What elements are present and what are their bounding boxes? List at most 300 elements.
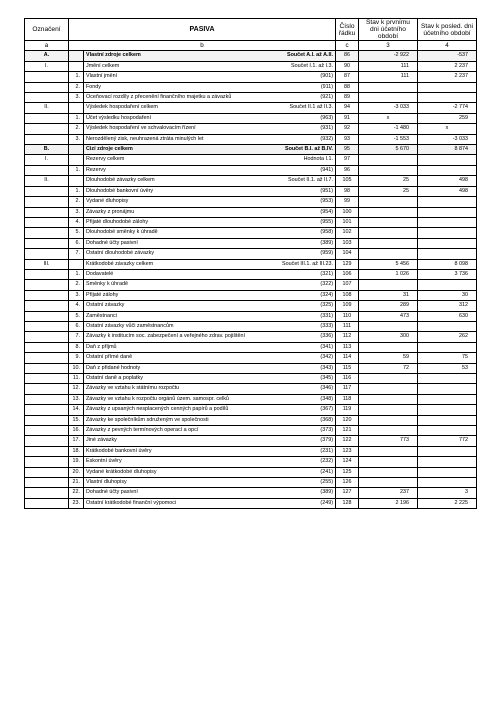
table-row: [25, 186, 477, 196]
row-label-cell: [84, 113, 336, 123]
row-label-cell: [84, 321, 336, 331]
row-label-cell: [84, 259, 336, 269]
row-number: 129: [336, 259, 359, 269]
value-last-day: 262: [418, 332, 477, 342]
row-mark: [25, 72, 69, 82]
value-first-day: 59: [359, 353, 418, 363]
row-label-cell: [84, 124, 336, 134]
value-last-day: [418, 446, 477, 456]
row-label: Vydané dluhopisy: [86, 198, 129, 205]
table-row: [25, 238, 477, 248]
row-account-code: (931): [320, 125, 333, 132]
value-last-day: [418, 197, 477, 207]
table-row: [25, 321, 477, 331]
value-last-day: -2 774: [418, 103, 477, 113]
value-first-day: [359, 155, 418, 165]
row-label: Závazky k institucím soc. zabezpečení a veřejného zdrav. pojištění: [86, 333, 245, 340]
row-label-cell: [84, 134, 336, 144]
value-last-day: 498: [418, 176, 477, 186]
row-account-code: Součet I.1. až I.3.: [291, 62, 333, 69]
row-mark: [25, 186, 69, 196]
row-mark: [25, 488, 69, 498]
row-label: Vlastní zdroje celkem: [86, 52, 141, 59]
row-sub-mark: 1.: [69, 165, 84, 175]
row-mark: [25, 394, 69, 404]
value-last-day: -537: [418, 51, 477, 61]
value-first-day: [359, 342, 418, 352]
table-row: [25, 207, 477, 217]
value-last-day: [418, 457, 477, 467]
table-row: [25, 113, 477, 123]
value-first-day: -1 553: [359, 134, 418, 144]
row-sub-mark: 3.: [69, 207, 84, 217]
row-label: Přijaté zálohy: [86, 291, 119, 298]
value-first-day: [359, 207, 418, 217]
row-label: Oceňovací rozdíly z přecenění finančního majetku a závazků: [86, 94, 232, 101]
value-last-day: [418, 155, 477, 165]
row-label: Výsledek hospodaření celkem: [86, 104, 158, 111]
row-number: 108: [336, 290, 359, 300]
table-row: [25, 165, 477, 175]
row-mark: [25, 93, 69, 103]
subheader-b: b: [69, 41, 336, 51]
value-last-day: [418, 321, 477, 331]
row-account-code: (333): [320, 322, 333, 329]
row-mark: [25, 124, 69, 134]
row-label-cell: [84, 269, 336, 279]
row-mark: [25, 436, 69, 446]
row-sub-mark: 3.: [69, 134, 84, 144]
row-label-cell: [84, 405, 336, 415]
row-account-code: (901): [320, 73, 333, 80]
row-label: Ostatní přímé daně: [86, 354, 133, 361]
row-label: Dodavatelé: [86, 270, 114, 277]
row-sub-mark: [69, 155, 84, 165]
value-last-day: 772: [418, 436, 477, 446]
value-last-day: 8 874: [418, 145, 477, 155]
row-label: Krátkodobé závazky celkem: [86, 260, 154, 267]
row-account-code: (346): [320, 385, 333, 392]
row-mark: [25, 446, 69, 456]
row-sub-mark: 6.: [69, 238, 84, 248]
row-label: Nerozdělený zisk, neuhrazená ztráta minulých let: [86, 135, 204, 142]
row-label-cell: [84, 457, 336, 467]
value-first-day: 25: [359, 186, 418, 196]
table-row: [25, 436, 477, 446]
row-number: 86: [336, 51, 359, 61]
row-number: 98: [336, 186, 359, 196]
value-first-day: 773: [359, 436, 418, 446]
row-number: 123: [336, 446, 359, 456]
table-row: [25, 426, 477, 436]
pasiva-table: [24, 18, 477, 509]
value-first-day: 473: [359, 311, 418, 321]
table-row: [25, 478, 477, 488]
row-label-cell: [84, 280, 336, 290]
row-mark: B.: [25, 145, 69, 155]
row-mark: II.: [25, 176, 69, 186]
row-mark: II.: [25, 103, 69, 113]
row-label-cell: [84, 249, 336, 259]
table-row: [25, 61, 477, 71]
row-sub-mark: 19.: [69, 457, 84, 467]
row-mark: [25, 311, 69, 321]
value-last-day: [418, 374, 477, 384]
row-label: Rezervy: [86, 166, 106, 173]
value-last-day: 2 225: [418, 498, 477, 508]
row-label: Ostatní krátkodobé finanční výpomoci: [86, 499, 177, 506]
row-label: Ostatní závazky vůči zaměstnancům: [86, 322, 174, 329]
row-label-cell: [84, 228, 336, 238]
row-label: Rezervy celkem: [86, 156, 125, 163]
table-row: [25, 217, 477, 227]
row-number: 107: [336, 280, 359, 290]
row-account-code: (941): [320, 166, 333, 173]
row-number: 87: [336, 72, 359, 82]
value-last-day: [418, 228, 477, 238]
row-label-cell: [84, 488, 336, 498]
value-first-day: 72: [359, 363, 418, 373]
row-label-cell: [84, 332, 336, 342]
header-row-number: Číslo řádku: [336, 19, 359, 41]
row-account-code: (325): [320, 302, 333, 309]
row-label: Závazky ke společníkům sdruženým ve společnosti: [86, 416, 209, 423]
value-first-day: 1 026: [359, 269, 418, 279]
table-row: [25, 467, 477, 477]
row-sub-mark: [69, 176, 84, 186]
value-first-day: 111: [359, 72, 418, 82]
row-number: 125: [336, 467, 359, 477]
value-last-day: [418, 280, 477, 290]
table-row: [25, 103, 477, 113]
row-sub-mark: 7.: [69, 249, 84, 259]
row-label-cell: [84, 363, 336, 373]
value-first-day: [359, 165, 418, 175]
row-label-cell: [84, 93, 336, 103]
row-number: 109: [336, 301, 359, 311]
row-label: Závazky z pronájmu: [86, 208, 135, 215]
value-first-day: [359, 394, 418, 404]
row-number: 114: [336, 353, 359, 363]
value-last-day: -3 033: [418, 134, 477, 144]
row-sub-mark: 8.: [69, 342, 84, 352]
row-account-code: (345): [320, 375, 333, 381]
row-number: 120: [336, 415, 359, 425]
row-mark: [25, 374, 69, 384]
value-first-day: [359, 374, 418, 384]
row-label: Zaměstnanci: [86, 312, 117, 319]
subheader-d: 3: [359, 41, 418, 51]
value-last-day: 498: [418, 186, 477, 196]
row-account-code: (348): [320, 395, 333, 402]
value-first-day: [359, 426, 418, 436]
value-last-day: 75: [418, 353, 477, 363]
subheader-c: c: [336, 41, 359, 51]
row-label: Krátkodobé bankovní úvěry: [86, 447, 152, 454]
value-last-day: 312: [418, 301, 477, 311]
value-first-day: [359, 249, 418, 259]
table-row: [25, 134, 477, 144]
row-label-cell: [84, 103, 336, 113]
row-label-cell: [84, 155, 336, 165]
row-mark: [25, 207, 69, 217]
row-label: Fondy: [86, 83, 101, 90]
row-label-cell: [84, 311, 336, 321]
row-number: 93: [336, 134, 359, 144]
value-first-day: 31: [359, 290, 418, 300]
value-first-day: 237: [359, 488, 418, 498]
value-first-day: 25: [359, 176, 418, 186]
row-account-code: (959): [320, 250, 333, 257]
row-sub-mark: 22.: [69, 488, 84, 498]
row-label: Dlouhodobé závazky celkem: [86, 177, 155, 184]
table-row: [25, 197, 477, 207]
value-last-day: [418, 467, 477, 477]
table-row: [25, 384, 477, 394]
row-account-code: (955): [320, 218, 333, 225]
row-label: Cizí zdroje celkem: [86, 146, 133, 153]
value-last-day: [418, 415, 477, 425]
row-sub-mark: 14.: [69, 405, 84, 415]
table-row: [25, 488, 477, 498]
value-first-day: [359, 446, 418, 456]
row-label: Ostatní daně a poplatky: [86, 375, 143, 381]
row-mark: I.: [25, 155, 69, 165]
row-sub-mark: 11.: [69, 374, 84, 384]
table-row: [25, 342, 477, 352]
row-sub-mark: [69, 61, 84, 71]
row-mark: [25, 405, 69, 415]
table-row: [25, 374, 477, 384]
table-row: [25, 353, 477, 363]
value-last-day: [418, 238, 477, 248]
table-row: [25, 93, 477, 103]
table-row: [25, 72, 477, 82]
row-account-code: (389): [320, 489, 333, 496]
header-mark: Označení: [25, 19, 69, 41]
row-mark: [25, 113, 69, 123]
value-last-day: [418, 342, 477, 352]
row-number: 124: [336, 457, 359, 467]
row-label: Výsledek hospodaření ve schvalovacím řízení: [86, 125, 196, 132]
row-account-code: (336): [320, 333, 333, 340]
row-sub-mark: 2.: [69, 124, 84, 134]
row-number: 112: [336, 332, 359, 342]
row-number: 113: [336, 342, 359, 352]
row-label-cell: [84, 394, 336, 404]
row-sub-mark: 10.: [69, 363, 84, 373]
row-number: 118: [336, 394, 359, 404]
row-account-code: (231): [320, 447, 333, 454]
value-last-day: 30: [418, 290, 477, 300]
row-number: 115: [336, 363, 359, 373]
value-first-day: [359, 478, 418, 488]
value-last-day: 2 237: [418, 72, 477, 82]
row-label: Ostatní závazky: [86, 302, 125, 309]
row-sub-mark: 15.: [69, 415, 84, 425]
header-pasiva: PASIVA: [69, 19, 336, 41]
row-account-code: (921): [320, 94, 333, 101]
row-account-code: (324): [320, 291, 333, 298]
row-number: 119: [336, 405, 359, 415]
value-first-day: [359, 217, 418, 227]
row-mark: [25, 478, 69, 488]
row-number: 117: [336, 384, 359, 394]
table-row: [25, 51, 477, 61]
row-label: Eskontní úvěry: [86, 458, 122, 465]
row-sub-mark: 4.: [69, 217, 84, 227]
table-row: [25, 446, 477, 456]
row-number: 91: [336, 113, 359, 123]
row-mark: [25, 197, 69, 207]
row-mark: [25, 269, 69, 279]
row-account-code: (951): [320, 187, 333, 194]
row-label: Jiné závazky: [86, 437, 117, 444]
row-sub-mark: 18.: [69, 446, 84, 456]
row-number: 100: [336, 207, 359, 217]
row-number: 126: [336, 478, 359, 488]
row-account-code: (368): [320, 416, 333, 423]
value-first-day: 5 456: [359, 259, 418, 269]
value-last-day: x: [418, 124, 477, 134]
table-row: [25, 124, 477, 134]
row-mark: [25, 415, 69, 425]
row-label: Dlouhodobé směnky k úhradě: [86, 229, 158, 236]
row-mark: [25, 280, 69, 290]
row-sub-mark: 1.: [69, 72, 84, 82]
header-first-day: Stav k prvnímu dni účetního období: [359, 19, 418, 41]
row-account-code: Součet II.1. až II.7.: [288, 177, 333, 184]
row-label: Závazky z upsaných nesplacených cenných papírů a podílů: [86, 406, 229, 413]
value-last-day: [418, 405, 477, 415]
row-mark: I.: [25, 61, 69, 71]
row-sub-mark: [69, 259, 84, 269]
row-number: 128: [336, 498, 359, 508]
row-mark: [25, 321, 69, 331]
value-first-day: [359, 238, 418, 248]
value-last-day: 630: [418, 311, 477, 321]
value-last-day: 8 098: [418, 259, 477, 269]
row-number: 88: [336, 82, 359, 92]
row-mark: [25, 290, 69, 300]
row-number: 104: [336, 249, 359, 259]
row-mark: III.: [25, 259, 69, 269]
value-last-day: [418, 165, 477, 175]
row-mark: [25, 228, 69, 238]
row-number: 94: [336, 103, 359, 113]
row-label-cell: [84, 217, 336, 227]
row-number: 122: [336, 436, 359, 446]
row-sub-mark: [69, 145, 84, 155]
value-last-day: [418, 478, 477, 488]
row-label-cell: [84, 498, 336, 508]
row-sub-mark: 3.: [69, 93, 84, 103]
row-account-code: (342): [320, 354, 333, 361]
subheader-row: [25, 41, 477, 51]
table-row: [25, 498, 477, 508]
row-mark: [25, 498, 69, 508]
value-last-day: [418, 82, 477, 92]
row-sub-mark: 2.: [69, 280, 84, 290]
row-label: Vlastní jmění: [86, 73, 118, 80]
value-first-day: [359, 321, 418, 331]
row-number: 102: [336, 228, 359, 238]
table-row: [25, 176, 477, 186]
row-account-code: (331): [320, 312, 333, 319]
table-row: [25, 290, 477, 300]
row-mark: [25, 353, 69, 363]
value-first-day: 300: [359, 332, 418, 342]
table-row: [25, 82, 477, 92]
row-account-code: (255): [320, 479, 333, 486]
table-row: [25, 457, 477, 467]
row-sub-mark: 1.: [69, 113, 84, 123]
row-sub-mark: 17.: [69, 436, 84, 446]
table-row: [25, 228, 477, 238]
row-mark: [25, 384, 69, 394]
value-first-day: 5 670: [359, 145, 418, 155]
header-row: [25, 19, 477, 41]
row-mark: [25, 332, 69, 342]
row-number: 97: [336, 155, 359, 165]
row-sub-mark: 1.: [69, 269, 84, 279]
table-row: [25, 415, 477, 425]
row-label-cell: [84, 197, 336, 207]
row-number: 111: [336, 321, 359, 331]
row-label-cell: [84, 415, 336, 425]
row-account-code: Součet III.1. až III.23.: [282, 260, 333, 267]
row-label-cell: [84, 176, 336, 186]
value-last-day: [418, 249, 477, 259]
row-sub-mark: 1.: [69, 186, 84, 196]
row-account-code: (232): [320, 458, 333, 465]
row-mark: [25, 342, 69, 352]
row-label-cell: [84, 374, 336, 384]
table-row: [25, 269, 477, 279]
row-sub-mark: 13.: [69, 394, 84, 404]
row-number: 95: [336, 145, 359, 155]
table-row: [25, 394, 477, 404]
row-number: 96: [336, 165, 359, 175]
row-account-code: (322): [320, 281, 333, 288]
row-label: Závazky ve vztahu k rozpočtu orgánů územ. samospr. celků: [86, 395, 229, 402]
row-mark: [25, 301, 69, 311]
value-first-day: [359, 93, 418, 103]
row-account-code: (379): [320, 437, 333, 444]
value-first-day: [359, 415, 418, 425]
row-account-code: (367): [320, 406, 333, 413]
row-account-code: (241): [320, 468, 333, 475]
table-row: [25, 301, 477, 311]
row-label-cell: [84, 353, 336, 363]
row-sub-mark: 5.: [69, 228, 84, 238]
row-label: Závazky z pevných termínových operací a opcí: [86, 427, 199, 434]
value-first-day: [359, 197, 418, 207]
row-label: Dohadné účty pasivní: [86, 489, 138, 496]
value-first-day: [359, 467, 418, 477]
row-number: 121: [336, 426, 359, 436]
header-last-day: Stav k posled. dni účetního období: [418, 19, 477, 41]
value-first-day: [359, 384, 418, 394]
value-last-day: [418, 384, 477, 394]
row-sub-mark: 6.: [69, 321, 84, 331]
value-first-day: [359, 228, 418, 238]
row-sub-mark: 2.: [69, 197, 84, 207]
row-label-cell: [84, 384, 336, 394]
value-last-day: 53: [418, 363, 477, 373]
row-sub-mark: 9.: [69, 353, 84, 363]
row-account-code: (341): [320, 343, 333, 350]
